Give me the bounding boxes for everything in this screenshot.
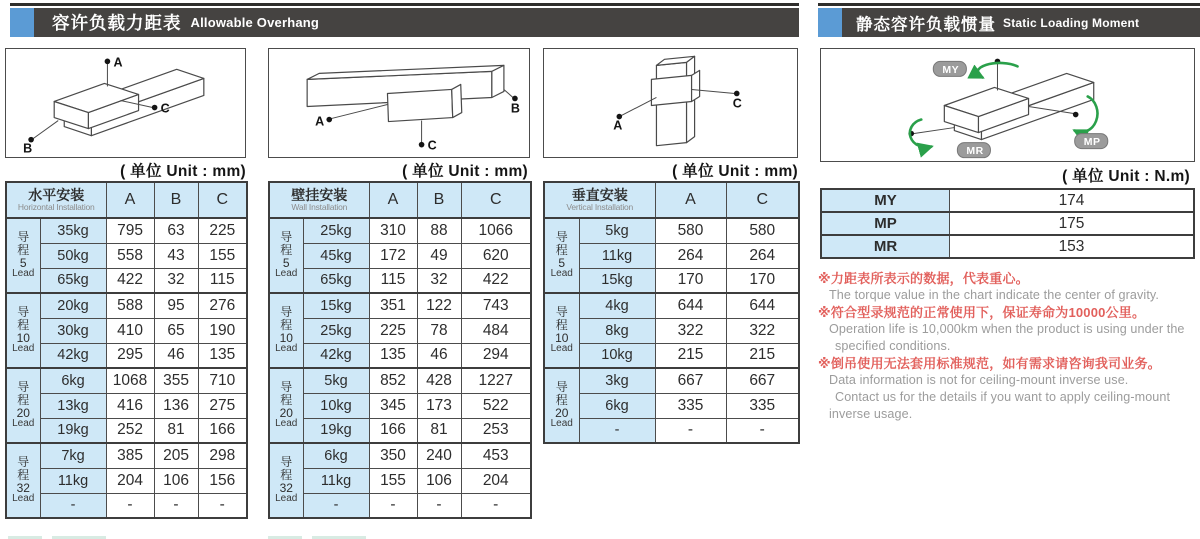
note-zh: ※力距表所表示的数据，代表重心。 bbox=[818, 271, 1029, 286]
value-cell: 335 bbox=[655, 393, 726, 418]
right-section-header bbox=[842, 8, 1200, 37]
value-cell: 294 bbox=[461, 343, 531, 368]
value-cell: 49 bbox=[417, 243, 461, 268]
lead-group-label: 导 程 5 Lead bbox=[544, 218, 579, 293]
table-row bbox=[269, 493, 531, 518]
load-cell: 11kg bbox=[40, 468, 106, 493]
my-badge bbox=[933, 61, 966, 76]
value-cell: - bbox=[154, 493, 198, 518]
column-header: C bbox=[726, 182, 799, 218]
installation-name-header: 壁挂安装 Wall Installation bbox=[269, 182, 369, 218]
right-section-top-rule bbox=[818, 3, 1200, 6]
table-row bbox=[6, 418, 247, 443]
load-cell: 25kg bbox=[303, 218, 369, 243]
value-cell: 295 bbox=[106, 343, 154, 368]
value-cell: 558 bbox=[106, 243, 154, 268]
value-cell: 135 bbox=[369, 343, 417, 368]
moment-value: 174 bbox=[950, 189, 1195, 212]
note-en: Contact us for the details if you want to apply ceiling-mount bbox=[835, 390, 1171, 404]
load-cell: 5kg bbox=[303, 368, 369, 393]
point-a-label: A bbox=[315, 114, 325, 129]
value-cell: 46 bbox=[417, 343, 461, 368]
lead-group-label: 导 程 32 Lead bbox=[6, 443, 40, 518]
point-b-label: B bbox=[510, 101, 520, 116]
point-a-label: A bbox=[613, 118, 623, 133]
value-cell: 43 bbox=[154, 243, 198, 268]
lead-group-label: 导 程 20 Lead bbox=[6, 368, 40, 443]
note-item bbox=[818, 355, 1200, 423]
value-cell: 1227 bbox=[461, 368, 531, 393]
value-cell: 275 bbox=[198, 393, 247, 418]
lead-group-label: 导 程 5 Lead bbox=[269, 218, 303, 293]
value-cell: 453 bbox=[461, 443, 531, 468]
table-row bbox=[544, 393, 799, 418]
table-row bbox=[6, 268, 247, 293]
value-cell: 385 bbox=[106, 443, 154, 468]
table-header-row bbox=[6, 182, 247, 218]
load-cell: 15kg bbox=[303, 293, 369, 318]
svg-text:MP: MP bbox=[1083, 136, 1101, 149]
value-cell: 644 bbox=[655, 293, 726, 318]
value-cell: 170 bbox=[655, 268, 726, 293]
value-cell: 710 bbox=[198, 368, 247, 393]
column-header: A bbox=[106, 182, 154, 218]
value-cell: 78 bbox=[417, 318, 461, 343]
table-row bbox=[6, 368, 247, 393]
value-cell: 115 bbox=[198, 268, 247, 293]
value-cell: 136 bbox=[154, 393, 198, 418]
horizontal-installation-drawing bbox=[6, 49, 245, 157]
value-cell: 240 bbox=[417, 443, 461, 468]
moment-value: 153 bbox=[950, 235, 1195, 258]
table-header-row bbox=[544, 182, 799, 218]
load-cell: 6kg bbox=[303, 443, 369, 468]
table-row bbox=[269, 468, 531, 493]
value-cell: 580 bbox=[655, 218, 726, 243]
table-row bbox=[821, 235, 1194, 258]
value-cell: - bbox=[417, 493, 461, 518]
value-cell: 667 bbox=[726, 368, 799, 393]
value-cell: 422 bbox=[106, 268, 154, 293]
value-cell: 122 bbox=[417, 293, 461, 318]
moment-title-zh: 静态容许负载惯量 bbox=[856, 15, 996, 34]
mr-badge bbox=[957, 143, 990, 158]
value-cell: 351 bbox=[369, 293, 417, 318]
note-item bbox=[818, 304, 1200, 355]
moment-title-en: Static Loading Moment bbox=[1003, 15, 1140, 30]
lead-group-label: 导 程 10 Lead bbox=[544, 293, 579, 368]
horizontal-installation-table bbox=[5, 181, 248, 519]
left-section-header bbox=[34, 8, 799, 37]
table-row bbox=[544, 343, 799, 368]
load-cell: 65kg bbox=[40, 268, 106, 293]
value-cell: 416 bbox=[106, 393, 154, 418]
lead-group-label: 导 程 5 Lead bbox=[6, 218, 40, 293]
note-item bbox=[818, 270, 1200, 304]
column-header: C bbox=[461, 182, 531, 218]
value-cell: - bbox=[655, 418, 726, 443]
moment-label: MP bbox=[821, 212, 950, 235]
load-cell: 11kg bbox=[579, 243, 655, 268]
value-cell: 190 bbox=[198, 318, 247, 343]
right-header-accent-square bbox=[818, 8, 842, 37]
value-cell: 644 bbox=[726, 293, 799, 318]
table-row bbox=[6, 343, 247, 368]
table-row bbox=[6, 293, 247, 318]
lead-group-label: 导 程 32 Lead bbox=[269, 443, 303, 518]
value-cell: 484 bbox=[461, 318, 531, 343]
table-row bbox=[269, 418, 531, 443]
table-row bbox=[544, 368, 799, 393]
point-c-label: C bbox=[160, 101, 170, 116]
table-row bbox=[544, 318, 799, 343]
note-en: The torque value in the chart indicate the center of gravity. bbox=[829, 288, 1159, 302]
value-cell: 106 bbox=[417, 468, 461, 493]
load-cell: 20kg bbox=[40, 293, 106, 318]
vertical-installation-table bbox=[543, 181, 800, 444]
unit-label-vertical: ( 单位 Unit : mm) bbox=[672, 163, 798, 180]
lead-group-label: 导 程 10 Lead bbox=[269, 293, 303, 368]
value-cell: 410 bbox=[106, 318, 154, 343]
value-cell: - bbox=[198, 493, 247, 518]
table-row bbox=[269, 393, 531, 418]
load-cell: - bbox=[303, 493, 369, 518]
note-en: specified conditions. bbox=[835, 339, 951, 353]
note-en: inverse usage. bbox=[829, 407, 913, 421]
load-cell: 15kg bbox=[579, 268, 655, 293]
value-cell: 310 bbox=[369, 218, 417, 243]
value-cell: 204 bbox=[106, 468, 154, 493]
lead-group-label: 导 程 10 Lead bbox=[6, 293, 40, 368]
load-cell: 4kg bbox=[579, 293, 655, 318]
value-cell: 1068 bbox=[106, 368, 154, 393]
value-cell: 173 bbox=[417, 393, 461, 418]
installation-name-header: 垂直安装 Vertical Installation bbox=[544, 182, 655, 218]
moment-label: MR bbox=[821, 235, 950, 258]
load-cell: 3kg bbox=[579, 368, 655, 393]
value-cell: 115 bbox=[369, 268, 417, 293]
table-row bbox=[544, 418, 799, 443]
column-header: C bbox=[198, 182, 247, 218]
vertical-installation-drawing bbox=[544, 49, 797, 157]
column-header: A bbox=[655, 182, 726, 218]
value-cell: 345 bbox=[369, 393, 417, 418]
svg-text:MY: MY bbox=[942, 63, 960, 76]
value-cell: 225 bbox=[369, 318, 417, 343]
table-row bbox=[544, 293, 799, 318]
value-cell: 172 bbox=[369, 243, 417, 268]
table-row bbox=[6, 493, 247, 518]
note-en: Operation life is 10,000km when the product is using under the bbox=[829, 322, 1185, 336]
value-cell: 106 bbox=[154, 468, 198, 493]
table-row bbox=[544, 218, 799, 243]
value-cell: 422 bbox=[461, 268, 531, 293]
value-cell: 88 bbox=[417, 218, 461, 243]
value-cell: 46 bbox=[154, 343, 198, 368]
value-cell: 428 bbox=[417, 368, 461, 393]
table-row bbox=[269, 318, 531, 343]
value-cell: 32 bbox=[154, 268, 198, 293]
table-row bbox=[269, 243, 531, 268]
value-cell: - bbox=[726, 418, 799, 443]
table-row bbox=[269, 343, 531, 368]
table-row bbox=[269, 443, 531, 468]
svg-text:MR: MR bbox=[966, 145, 984, 158]
value-cell: 588 bbox=[106, 293, 154, 318]
table-row bbox=[821, 189, 1194, 212]
value-cell: 350 bbox=[369, 443, 417, 468]
load-cell: 25kg bbox=[303, 318, 369, 343]
table-row bbox=[544, 243, 799, 268]
column-header: B bbox=[417, 182, 461, 218]
value-cell: 156 bbox=[198, 468, 247, 493]
value-cell: 215 bbox=[655, 343, 726, 368]
value-cell: 667 bbox=[655, 368, 726, 393]
lead-group-label: 导 程 20 Lead bbox=[544, 368, 579, 443]
value-cell: 522 bbox=[461, 393, 531, 418]
wall-installation-drawing bbox=[269, 49, 529, 157]
value-cell: 355 bbox=[154, 368, 198, 393]
value-cell: - bbox=[106, 493, 154, 518]
value-cell: 264 bbox=[655, 243, 726, 268]
table-row bbox=[6, 218, 247, 243]
value-cell: 1066 bbox=[461, 218, 531, 243]
load-cell: - bbox=[40, 493, 106, 518]
load-cell: 6kg bbox=[579, 393, 655, 418]
value-cell: - bbox=[369, 493, 417, 518]
value-cell: 580 bbox=[726, 218, 799, 243]
unit-label-wall: ( 单位 Unit : mm) bbox=[402, 163, 528, 180]
note-zh: ※倒吊使用无法套用标准规范，如有需求请咨询我司业务。 bbox=[818, 356, 1161, 371]
static-moment-diagram bbox=[820, 48, 1195, 162]
moment-value: 175 bbox=[950, 212, 1195, 235]
left-section-top-rule bbox=[10, 3, 799, 6]
value-cell: 852 bbox=[369, 368, 417, 393]
value-cell: 166 bbox=[369, 418, 417, 443]
table-row bbox=[269, 293, 531, 318]
value-cell: 225 bbox=[198, 218, 247, 243]
wall-installation-diagram bbox=[268, 48, 530, 158]
table-row bbox=[269, 368, 531, 393]
load-cell: 7kg bbox=[40, 443, 106, 468]
wall-installation-table bbox=[268, 181, 532, 519]
vertical-installation-diagram bbox=[543, 48, 798, 158]
value-cell: - bbox=[461, 493, 531, 518]
table-row bbox=[6, 318, 247, 343]
table-row bbox=[544, 268, 799, 293]
point-c-label: C bbox=[732, 96, 742, 111]
overhang-title-zh: 容许负载力距表 bbox=[52, 13, 182, 33]
value-cell: 276 bbox=[198, 293, 247, 318]
value-cell: 322 bbox=[726, 318, 799, 343]
value-cell: 63 bbox=[154, 218, 198, 243]
point-b-label: B bbox=[23, 141, 33, 156]
value-cell: 335 bbox=[726, 393, 799, 418]
footnotes bbox=[818, 270, 1200, 423]
load-cell: 19kg bbox=[303, 418, 369, 443]
value-cell: 155 bbox=[198, 243, 247, 268]
value-cell: 264 bbox=[726, 243, 799, 268]
load-cell: 13kg bbox=[40, 393, 106, 418]
table-row bbox=[6, 393, 247, 418]
load-cell: - bbox=[579, 418, 655, 443]
left-header-accent-square bbox=[10, 8, 34, 37]
load-cell: 5kg bbox=[579, 218, 655, 243]
value-cell: 620 bbox=[461, 243, 531, 268]
table-row bbox=[6, 443, 247, 468]
load-cell: 45kg bbox=[303, 243, 369, 268]
value-cell: 322 bbox=[655, 318, 726, 343]
load-cell: 50kg bbox=[40, 243, 106, 268]
value-cell: 81 bbox=[154, 418, 198, 443]
installation-name-header: 水平安装 Horizontal Installation bbox=[6, 182, 106, 218]
table-row bbox=[821, 212, 1194, 235]
horizontal-installation-diagram bbox=[5, 48, 246, 158]
value-cell: 743 bbox=[461, 293, 531, 318]
value-cell: 81 bbox=[417, 418, 461, 443]
note-en: Data information is not for ceiling-mount inverse use. bbox=[829, 373, 1129, 387]
value-cell: 795 bbox=[106, 218, 154, 243]
lead-group-label: 导 程 20 Lead bbox=[269, 368, 303, 443]
column-header: A bbox=[369, 182, 417, 218]
load-cell: 19kg bbox=[40, 418, 106, 443]
load-cell: 6kg bbox=[40, 368, 106, 393]
point-a-label: A bbox=[113, 55, 123, 70]
point-c-label: C bbox=[427, 138, 437, 153]
value-cell: 215 bbox=[726, 343, 799, 368]
value-cell: 95 bbox=[154, 293, 198, 318]
value-cell: 298 bbox=[198, 443, 247, 468]
value-cell: 155 bbox=[369, 468, 417, 493]
overhang-title-en: Allowable Overhang bbox=[190, 15, 320, 30]
value-cell: 32 bbox=[417, 268, 461, 293]
static-moment-table bbox=[820, 188, 1195, 259]
load-cell: 11kg bbox=[303, 468, 369, 493]
value-cell: 166 bbox=[198, 418, 247, 443]
value-cell: 205 bbox=[154, 443, 198, 468]
load-cell: 35kg bbox=[40, 218, 106, 243]
note-zh: ※符合型录规范的正常使用下，保证寿命为10000公里。 bbox=[818, 305, 1146, 320]
load-cell: 30kg bbox=[40, 318, 106, 343]
static-moment-drawing bbox=[821, 49, 1194, 161]
value-cell: 204 bbox=[461, 468, 531, 493]
load-cell: 65kg bbox=[303, 268, 369, 293]
moment-label: MY bbox=[821, 189, 950, 212]
value-cell: 65 bbox=[154, 318, 198, 343]
value-cell: 170 bbox=[726, 268, 799, 293]
load-cell: 42kg bbox=[303, 343, 369, 368]
unit-label-horizontal: ( 单位 Unit : mm) bbox=[120, 163, 246, 180]
value-cell: 253 bbox=[461, 418, 531, 443]
unit-label-moment: ( 单位 Unit : N.m) bbox=[1062, 168, 1190, 185]
load-cell: 8kg bbox=[579, 318, 655, 343]
table-row bbox=[6, 243, 247, 268]
load-cell: 10kg bbox=[303, 393, 369, 418]
mp-badge bbox=[1075, 134, 1108, 149]
value-cell: 252 bbox=[106, 418, 154, 443]
value-cell: 135 bbox=[198, 343, 247, 368]
load-cell: 42kg bbox=[40, 343, 106, 368]
table-row bbox=[6, 468, 247, 493]
load-cell: 10kg bbox=[579, 343, 655, 368]
table-row bbox=[269, 268, 531, 293]
table-row bbox=[269, 218, 531, 243]
column-header: B bbox=[154, 182, 198, 218]
table-header-row bbox=[269, 182, 531, 218]
